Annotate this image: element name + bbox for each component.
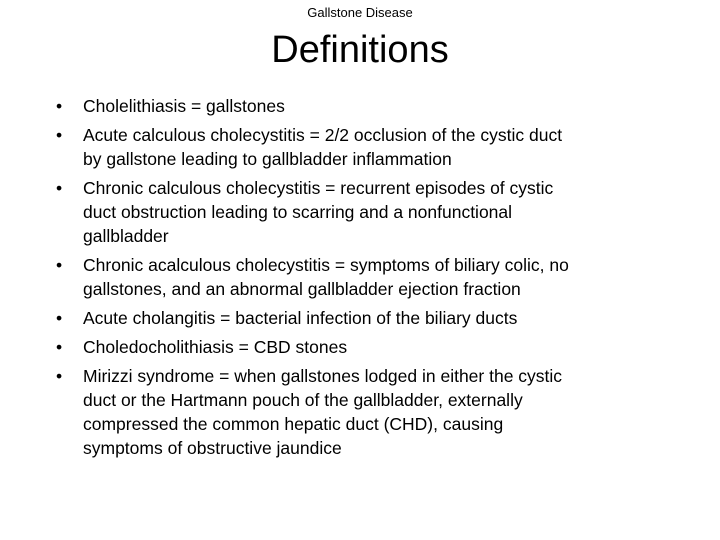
bullet-icon: • (56, 337, 63, 357)
bullet-icon: • (56, 96, 63, 116)
bullet-item-choledocholithiasis (56, 335, 656, 359)
bullet-item-chronic-calculous-cholecystitis (56, 176, 656, 248)
bullet-line: symptoms of obstructive jaundice (83, 438, 342, 458)
bullet-icon: • (56, 125, 63, 145)
bullet-line: Acute cholangitis = bacterial infection of the biliary ducts (83, 308, 518, 328)
bullet-item-chronic-acalculous-cholecystitis (56, 253, 656, 301)
bullet-item-acute-calculous-cholecystitis (56, 123, 656, 171)
bullet-line: gallbladder (83, 226, 169, 246)
bullet-list (56, 94, 656, 465)
slide-header: Gallstone Disease (307, 5, 413, 20)
bullet-line: Chronic calculous cholecystitis = recurrent episodes of cystic (83, 178, 554, 198)
bullet-item-mirizzi-syndrome (56, 364, 656, 460)
bullet-line: compressed the common hepatic duct (CHD), causing (83, 414, 504, 434)
bullet-icon: • (56, 178, 63, 198)
bullet-icon: • (56, 255, 63, 275)
bullet-item-acute-cholangitis (56, 306, 656, 330)
bullet-line: Chronic acalculous cholecystitis = symptoms of biliary colic, no (83, 255, 569, 275)
bullet-line: gallstones, and an abnormal gallbladder ejection fraction (83, 279, 521, 299)
bullet-icon: • (56, 366, 63, 386)
bullet-line: Acute calculous cholecystitis = 2/2 occlusion of the cystic duct (83, 125, 563, 145)
bullet-line: by gallstone leading to gallbladder inflammation (83, 149, 452, 169)
slide-title: Definitions (271, 29, 449, 71)
bullet-item-cholelithiasis (56, 94, 656, 118)
bullet-line: duct obstruction leading to scarring and a nonfunctional (83, 202, 513, 222)
bullet-line: duct or the Hartmann pouch of the gallbladder, externally (83, 390, 523, 410)
bullet-line: Choledocholithiasis = CBD stones (83, 337, 348, 357)
bullet-icon: • (56, 308, 63, 328)
bullet-line: Mirizzi syndrome = when gallstones lodged in either the cystic (83, 366, 563, 386)
bullet-line: Cholelithiasis = gallstones (83, 96, 285, 116)
